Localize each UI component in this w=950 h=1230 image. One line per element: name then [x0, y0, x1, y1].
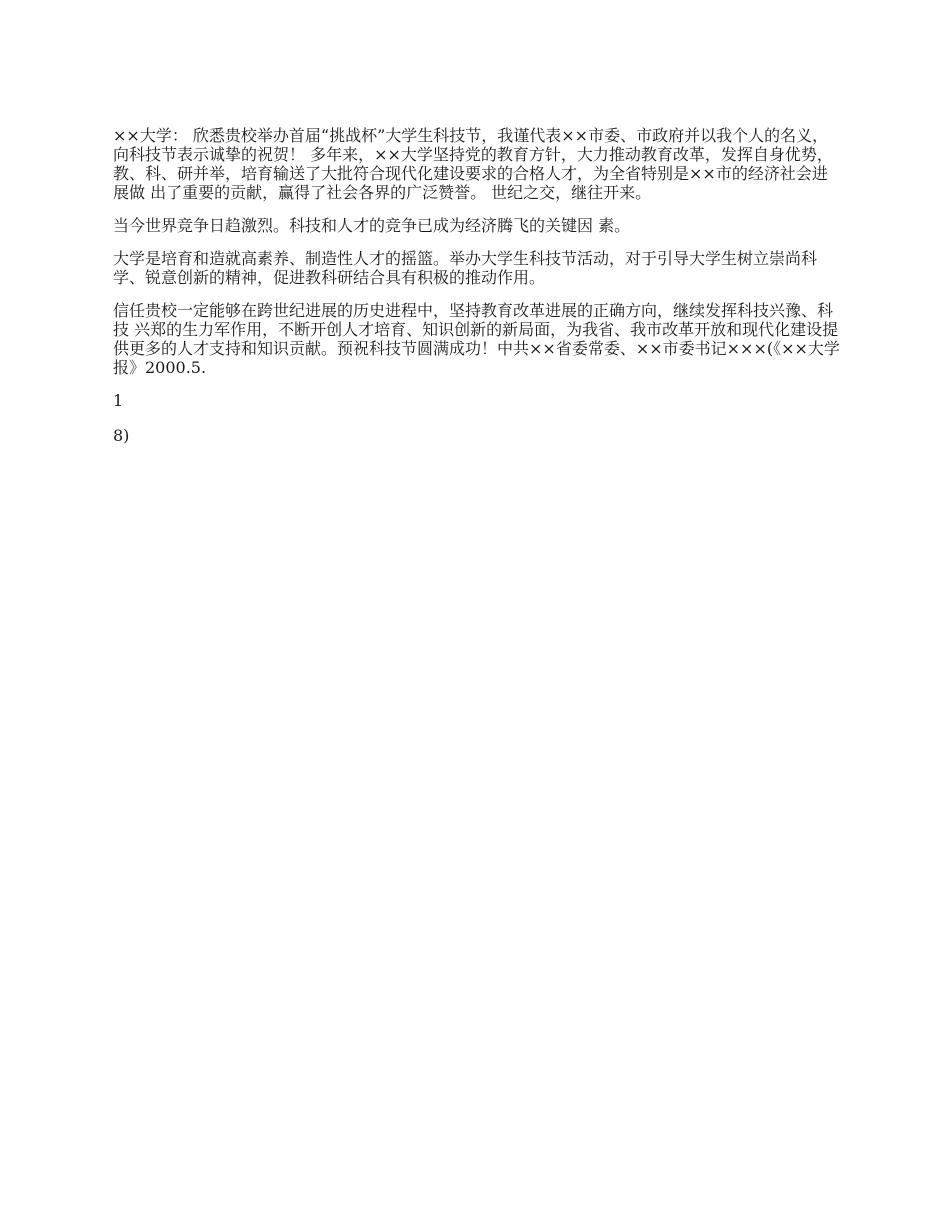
paragraph-competition: 当今世界竞争日趋激烈。科技和人才的竞争已成为经济腾飞的关键因 素。	[113, 216, 631, 235]
trailing-fragment: 8)	[113, 426, 130, 445]
paragraph-university-cradle: 大学是培育和造就高素养、制造性人才的摇篮。举办大学生科技节活动，对于引导大学生树立崇尚科学、锐意创新的精神，促进教科研结合具有积极的推动作用。	[113, 249, 818, 287]
paragraph-closing-wishes: 信任贵校一定能够在跨世纪进展的历史进程中，坚持教育改革进展的正确方向，继续发挥科技兴豫、科技 兴郑的生力军作用，不断开创人才培育、知识创新的新局面，为我省、我市改革开放和现代化建设提供更多的人才支持和知识贡献。预祝科技节圆满成功！中共××省委常委、××市委书记×××(《××大学报》2000.5.	[113, 301, 840, 377]
paragraph-greeting: ××大学： 欣悉贵校举办首届“挑战杯”大学生科技节，我谨代表××市委、市政府并以我个人的名义，向科技节表示诚挚的祝贺！ 多年来，××大学坚持党的教育方针，大力推动教育改革，发挥自身优势，教、科、研并举，培育输送了大批符合现代化建设要求的合格人才，为全省特别是××市的经济社会进展做 出了重要的贡献，赢得了社会各界的广泛赞誉。 世纪之交，继往开来。	[113, 126, 833, 202]
page-number: 1	[113, 391, 124, 410]
document-body	[113, 126, 843, 459]
